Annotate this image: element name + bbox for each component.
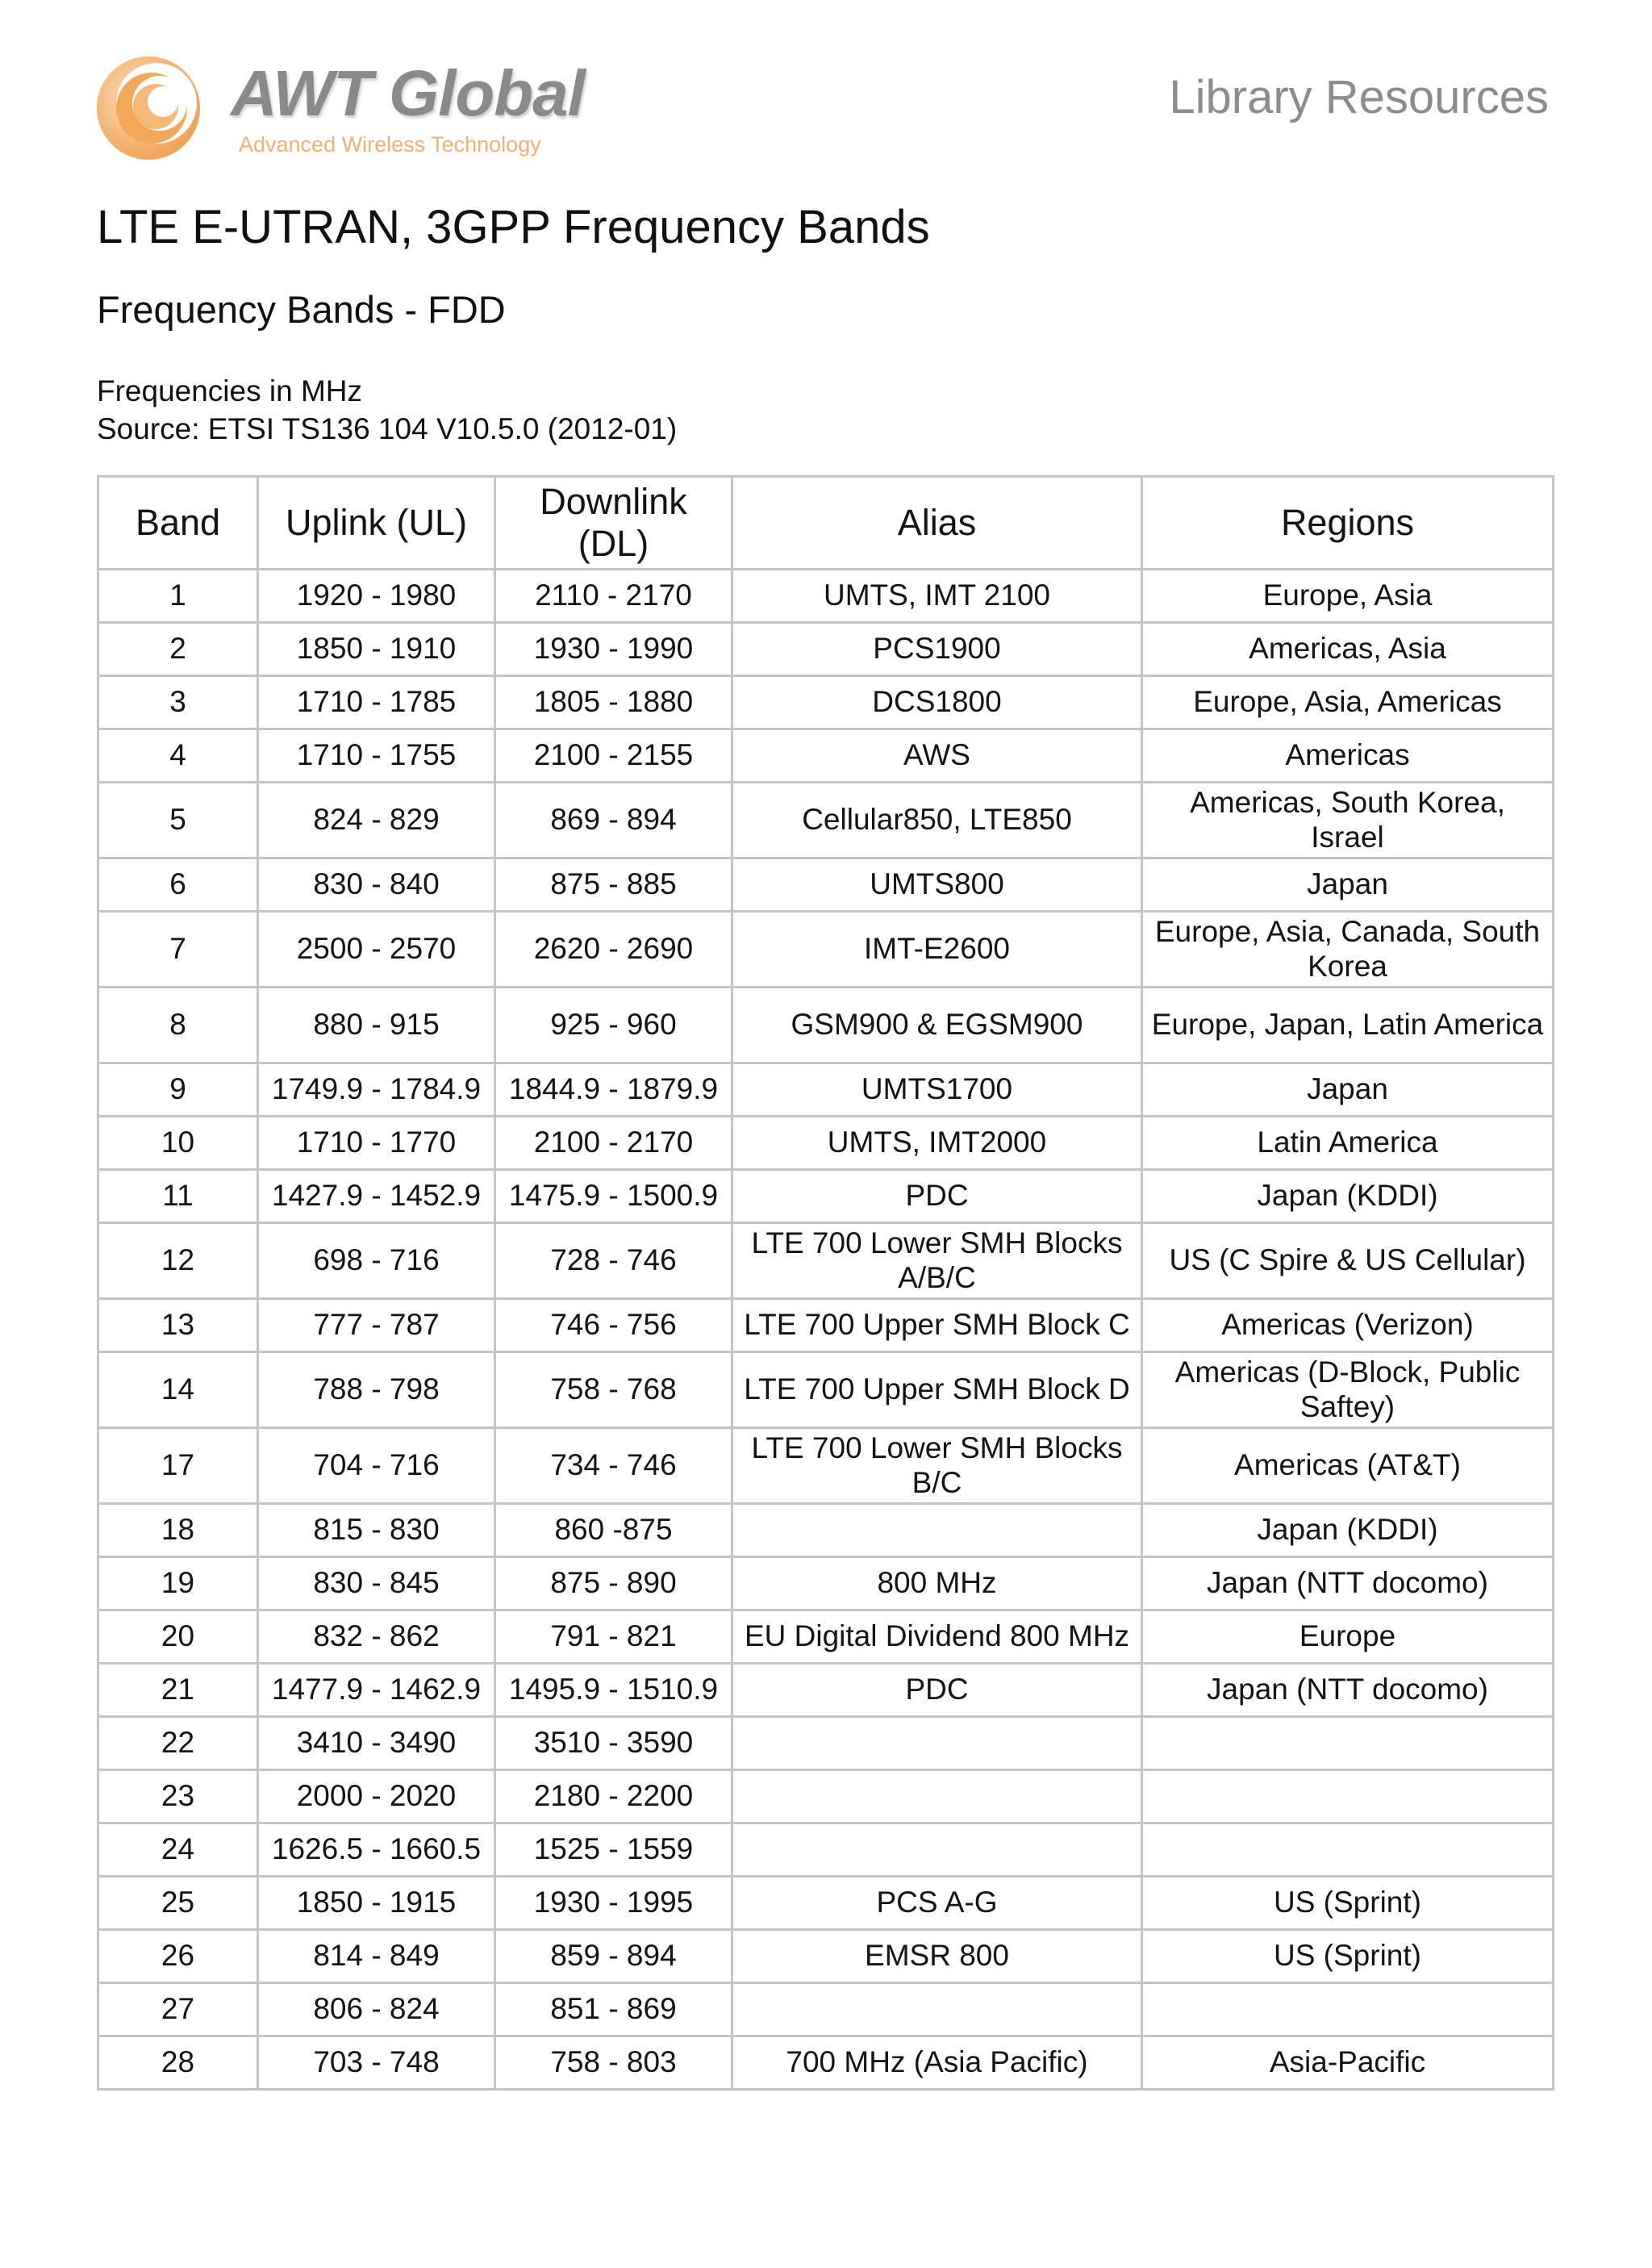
cell-uplink: 1920 - 1980	[258, 570, 495, 623]
table-header-row	[98, 477, 1554, 570]
cell-band: 22	[98, 1717, 258, 1770]
cell-regions: US (Sprint)	[1142, 1930, 1554, 1983]
cell-uplink: 704 - 716	[258, 1428, 495, 1504]
cell-regions: Japan (KDDI)	[1142, 1170, 1554, 1223]
cell-band: 8	[98, 988, 258, 1063]
cell-uplink: 832 - 862	[258, 1610, 495, 1664]
cell-alias: LTE 700 Upper SMH Block D	[732, 1352, 1142, 1428]
cell-alias: IMT-E2600	[732, 912, 1142, 988]
table-row	[98, 1770, 1554, 1823]
table-row	[98, 1117, 1554, 1170]
cell-regions	[1142, 1770, 1554, 1823]
cell-downlink: 875 - 890	[495, 1557, 732, 1610]
cell-alias: 700 MHz (Asia Pacific)	[732, 2036, 1142, 2090]
cell-uplink: 814 - 849	[258, 1930, 495, 1983]
cell-band: 12	[98, 1223, 258, 1299]
cell-band: 9	[98, 1063, 258, 1117]
table-row	[98, 912, 1554, 988]
table-body	[98, 570, 1554, 2090]
cell-uplink: 1477.9 - 1462.9	[258, 1664, 495, 1717]
cell-alias: LTE 700 Lower SMH Blocks B/C	[732, 1428, 1142, 1504]
cell-uplink: 2500 - 2570	[258, 912, 495, 988]
cell-band: 14	[98, 1352, 258, 1428]
cell-regions: Americas, Asia	[1142, 623, 1554, 676]
cell-regions: Americas	[1142, 729, 1554, 783]
cell-band: 23	[98, 1770, 258, 1823]
units-note: Frequencies in MHz	[97, 374, 363, 407]
cell-downlink: 758 - 768	[495, 1352, 732, 1428]
cell-band: 28	[98, 2036, 258, 2090]
table-row	[98, 1823, 1554, 1877]
cell-regions: Europe	[1142, 1610, 1554, 1664]
cell-alias	[732, 1770, 1142, 1823]
cell-band: 5	[98, 783, 258, 858]
cell-downlink: 875 - 885	[495, 858, 732, 912]
cell-downlink: 3510 - 3590	[495, 1717, 732, 1770]
brand-tagline: Advanced Wireless Technology	[239, 132, 541, 157]
cell-uplink: 880 - 915	[258, 988, 495, 1063]
cell-uplink: 1626.5 - 1660.5	[258, 1823, 495, 1877]
table-row	[98, 1223, 1554, 1299]
cell-downlink: 851 - 869	[495, 1983, 732, 2036]
swirl-logo-icon	[95, 50, 208, 163]
cell-uplink: 703 - 748	[258, 2036, 495, 2090]
cell-band: 20	[98, 1610, 258, 1664]
cell-regions: Americas (D-Block, Public Saftey)	[1142, 1352, 1554, 1428]
cell-downlink: 2180 - 2200	[495, 1770, 732, 1823]
table-row	[98, 1428, 1554, 1504]
table-row	[98, 570, 1554, 623]
cell-band: 11	[98, 1170, 258, 1223]
cell-uplink: 830 - 840	[258, 858, 495, 912]
cell-regions: Americas (Verizon)	[1142, 1299, 1554, 1352]
cell-regions: Europe, Asia	[1142, 570, 1554, 623]
cell-regions: Japan (KDDI)	[1142, 1504, 1554, 1557]
cell-regions: US (Sprint)	[1142, 1877, 1554, 1930]
header-regions: Regions	[1142, 477, 1554, 570]
cell-alias	[732, 1983, 1142, 2036]
cell-band: 2	[98, 623, 258, 676]
cell-band: 25	[98, 1877, 258, 1930]
table-row	[98, 1930, 1554, 1983]
cell-downlink: 1475.9 - 1500.9	[495, 1170, 732, 1223]
cell-uplink: 830 - 845	[258, 1557, 495, 1610]
cell-downlink: 1495.9 - 1510.9	[495, 1664, 732, 1717]
cell-regions: Americas (AT&T)	[1142, 1428, 1554, 1504]
cell-uplink: 3410 - 3490	[258, 1717, 495, 1770]
table-row	[98, 623, 1554, 676]
cell-regions: Asia-Pacific	[1142, 2036, 1554, 2090]
cell-alias	[732, 1504, 1142, 1557]
source-note: Source: ETSI TS136 104 V10.5.0 (2012-01)	[97, 412, 678, 445]
cell-regions: Japan (NTT docomo)	[1142, 1664, 1554, 1717]
section-label[interactable]: Library Resources	[1169, 71, 1549, 123]
cell-band: 24	[98, 1823, 258, 1877]
table-row	[98, 1717, 1554, 1770]
cell-downlink: 925 - 960	[495, 988, 732, 1063]
cell-uplink: 1710 - 1770	[258, 1117, 495, 1170]
cell-downlink: 2100 - 2170	[495, 1117, 732, 1170]
cell-regions	[1142, 1717, 1554, 1770]
table-row	[98, 858, 1554, 912]
cell-alias: EU Digital Dividend 800 MHz	[732, 1610, 1142, 1664]
table-row	[98, 988, 1554, 1063]
cell-uplink: 1850 - 1915	[258, 1877, 495, 1930]
cell-regions: Europe, Asia, Canada, South Korea	[1142, 912, 1554, 988]
cell-alias: PCS1900	[732, 623, 1142, 676]
cell-band: 7	[98, 912, 258, 988]
table-row	[98, 1557, 1554, 1610]
cell-uplink: 824 - 829	[258, 783, 495, 858]
brand-logo[interactable]	[95, 47, 611, 168]
cell-downlink: 1805 - 1880	[495, 676, 732, 729]
cell-downlink: 734 - 746	[495, 1428, 732, 1504]
cell-downlink: 791 - 821	[495, 1610, 732, 1664]
cell-band: 19	[98, 1557, 258, 1610]
cell-alias: DCS1800	[732, 676, 1142, 729]
cell-downlink: 1930 - 1990	[495, 623, 732, 676]
table-row	[98, 1299, 1554, 1352]
cell-alias: PDC	[732, 1170, 1142, 1223]
cell-regions: US (C Spire & US Cellular)	[1142, 1223, 1554, 1299]
table-row	[98, 676, 1554, 729]
cell-downlink: 746 - 756	[495, 1299, 732, 1352]
cell-band: 17	[98, 1428, 258, 1504]
cell-downlink: 758 - 803	[495, 2036, 732, 2090]
brand-name: AWT Global	[231, 57, 585, 129]
cell-alias: UMTS800	[732, 858, 1142, 912]
cell-uplink: 1850 - 1910	[258, 623, 495, 676]
cell-uplink: 1710 - 1785	[258, 676, 495, 729]
frequency-band-table	[97, 475, 1554, 2090]
cell-alias: GSM900 & EGSM900	[732, 988, 1142, 1063]
cell-downlink: 2100 - 2155	[495, 729, 732, 783]
cell-alias: EMSR 800	[732, 1930, 1142, 1983]
cell-uplink: 777 - 787	[258, 1299, 495, 1352]
cell-regions: Latin America	[1142, 1117, 1554, 1170]
cell-downlink: 1844.9 - 1879.9	[495, 1063, 732, 1117]
cell-uplink: 698 - 716	[258, 1223, 495, 1299]
table-row	[98, 1877, 1554, 1930]
cell-regions: Japan	[1142, 858, 1554, 912]
cell-alias: LTE 700 Upper SMH Block C	[732, 1299, 1142, 1352]
table-row	[98, 1063, 1554, 1117]
cell-downlink: 869 - 894	[495, 783, 732, 858]
cell-alias: PDC	[732, 1664, 1142, 1717]
cell-regions	[1142, 1983, 1554, 2036]
table-row	[98, 1664, 1554, 1717]
cell-downlink: 2110 - 2170	[495, 570, 732, 623]
cell-regions: Europe, Japan, Latin America	[1142, 988, 1554, 1063]
cell-band: 13	[98, 1299, 258, 1352]
cell-band: 26	[98, 1930, 258, 1983]
cell-band: 27	[98, 1983, 258, 2036]
cell-regions: Japan	[1142, 1063, 1554, 1117]
table-row	[98, 729, 1554, 783]
table-row	[98, 1170, 1554, 1223]
page-subtitle: Frequency Bands - FDD	[97, 288, 506, 331]
page-title: LTE E-UTRAN, 3GPP Frequency Bands	[97, 201, 930, 253]
cell-regions: Europe, Asia, Americas	[1142, 676, 1554, 729]
cell-downlink: 2620 - 2690	[495, 912, 732, 988]
table-row	[98, 1983, 1554, 2036]
cell-regions	[1142, 1823, 1554, 1877]
cell-uplink: 1749.9 - 1784.9	[258, 1063, 495, 1117]
cell-regions: Japan (NTT docomo)	[1142, 1557, 1554, 1610]
cell-alias	[732, 1823, 1142, 1877]
table-row	[98, 1352, 1554, 1428]
cell-alias: PCS A-G	[732, 1877, 1142, 1930]
cell-downlink: 859 - 894	[495, 1930, 732, 1983]
cell-downlink: 860 -875	[495, 1504, 732, 1557]
table-row	[98, 1504, 1554, 1557]
cell-downlink: 1930 - 1995	[495, 1877, 732, 1930]
cell-band: 21	[98, 1664, 258, 1717]
cell-alias	[732, 1717, 1142, 1770]
cell-uplink: 2000 - 2020	[258, 1770, 495, 1823]
cell-regions: Americas, South Korea, Israel	[1142, 783, 1554, 858]
cell-alias: Cellular850, LTE850	[732, 783, 1142, 858]
header-downlink: Downlink (DL)	[495, 477, 732, 570]
cell-alias: UMTS1700	[732, 1063, 1142, 1117]
cell-alias: AWS	[732, 729, 1142, 783]
cell-uplink: 1710 - 1755	[258, 729, 495, 783]
table-row	[98, 783, 1554, 858]
cell-alias: 800 MHz	[732, 1557, 1142, 1610]
header-uplink: Uplink (UL)	[258, 477, 495, 570]
header-band: Band	[98, 477, 258, 570]
cell-band: 4	[98, 729, 258, 783]
cell-band: 10	[98, 1117, 258, 1170]
cell-band: 18	[98, 1504, 258, 1557]
cell-uplink: 788 - 798	[258, 1352, 495, 1428]
cell-alias: LTE 700 Lower SMH Blocks A/B/C	[732, 1223, 1142, 1299]
cell-uplink: 806 - 824	[258, 1983, 495, 2036]
cell-downlink: 1525 - 1559	[495, 1823, 732, 1877]
cell-uplink: 1427.9 - 1452.9	[258, 1170, 495, 1223]
table-row	[98, 1610, 1554, 1664]
cell-alias: UMTS, IMT 2100	[732, 570, 1142, 623]
cell-uplink: 815 - 830	[258, 1504, 495, 1557]
cell-band: 6	[98, 858, 258, 912]
cell-downlink: 728 - 746	[495, 1223, 732, 1299]
cell-band: 1	[98, 570, 258, 623]
header-alias: Alias	[732, 477, 1142, 570]
cell-band: 3	[98, 676, 258, 729]
cell-alias: UMTS, IMT2000	[732, 1117, 1142, 1170]
table-row	[98, 2036, 1554, 2090]
